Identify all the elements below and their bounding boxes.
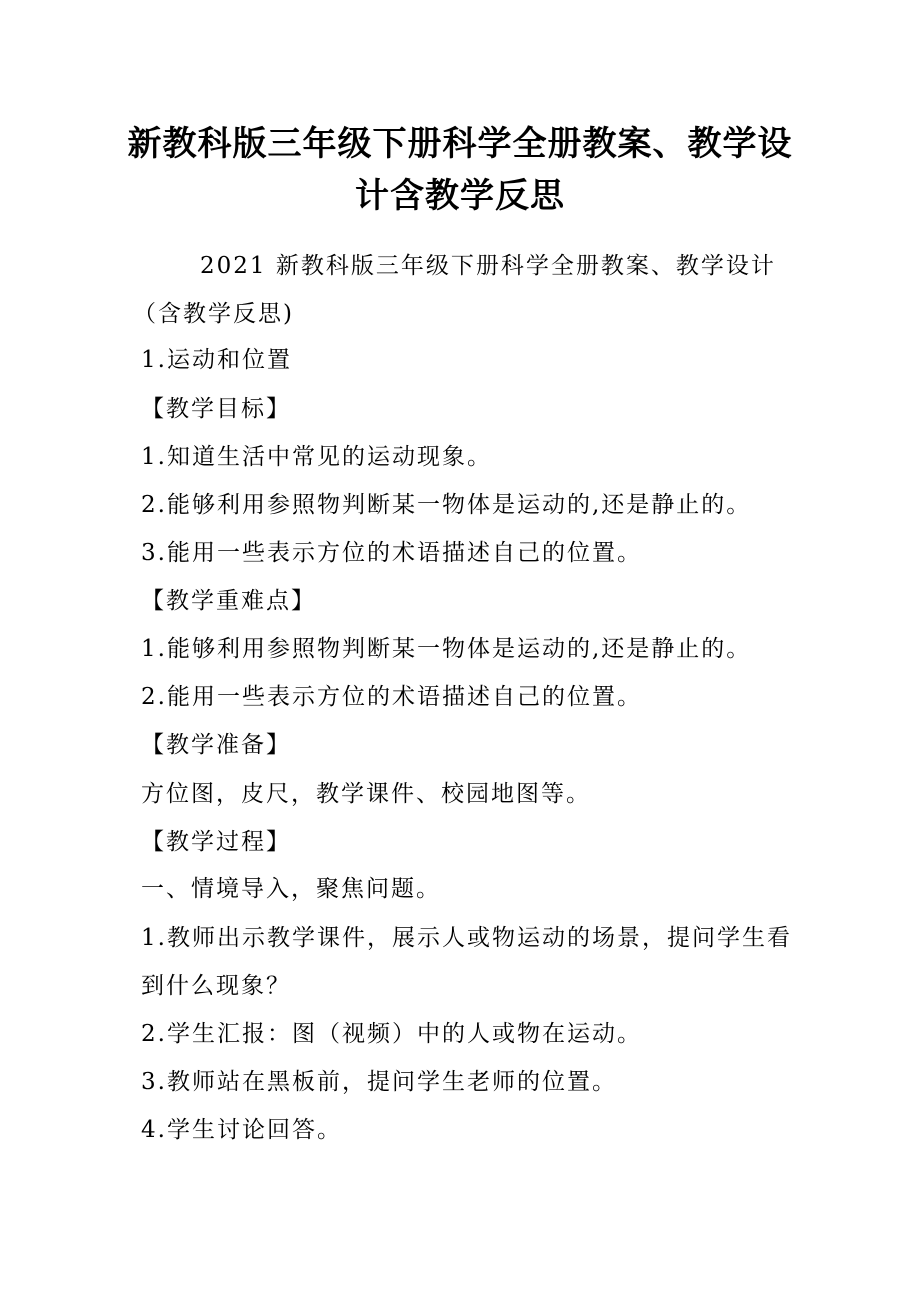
process-step-heading: 一、情境导入，聚焦问题。 — [141, 876, 441, 902]
preparation-text: 方位图，皮尺，教学课件、校园地图等。 — [141, 781, 591, 807]
subtitle-continuation: （含教学反思) — [133, 301, 294, 327]
objective-item-3: 3.能用一些表示方位的术语描述自己的位置。 — [141, 540, 642, 566]
section-heading-preparation: 【教学准备】 — [141, 732, 291, 758]
objective-item-2: 2.能够利用参照物判断某一物体是运动的,还是静止的。 — [141, 492, 752, 518]
subtitle-line: 2021 新教科版三年级下册科学全册教案、教学设计 — [200, 253, 776, 279]
title-line-2: 计含教学反思 — [355, 176, 565, 216]
section-heading-process: 【教学过程】 — [141, 829, 291, 855]
title-line-1: 新教科版三年级下册科学全册教案、教学设 — [127, 124, 793, 164]
section-heading-key-points: 【教学重难点】 — [141, 588, 316, 614]
document-title — [120, 118, 800, 222]
process-item-2: 2.学生汇报：图（视频）中的人或物在运动。 — [141, 1021, 642, 1047]
objective-item-1: 1.知道生活中常见的运动现象。 — [141, 444, 492, 470]
section-heading-objectives: 【教学目标】 — [141, 396, 291, 422]
key-point-item-2: 2.能用一些表示方位的术语描述自己的位置。 — [141, 684, 642, 710]
lesson-heading: 1.运动和位置 — [141, 347, 292, 373]
process-item-3: 3.教师站在黑板前，提问学生老师的位置。 — [141, 1069, 617, 1095]
key-point-item-1: 1.能够利用参照物判断某一物体是运动的,还是静止的。 — [141, 636, 752, 662]
process-item-1-continuation: 到什么现象？ — [141, 973, 291, 999]
process-item-1: 1.教师出示教学课件，展示人或物运动的场景，提问学生看 — [141, 925, 792, 951]
process-item-4: 4.学生讨论回答。 — [141, 1117, 342, 1143]
